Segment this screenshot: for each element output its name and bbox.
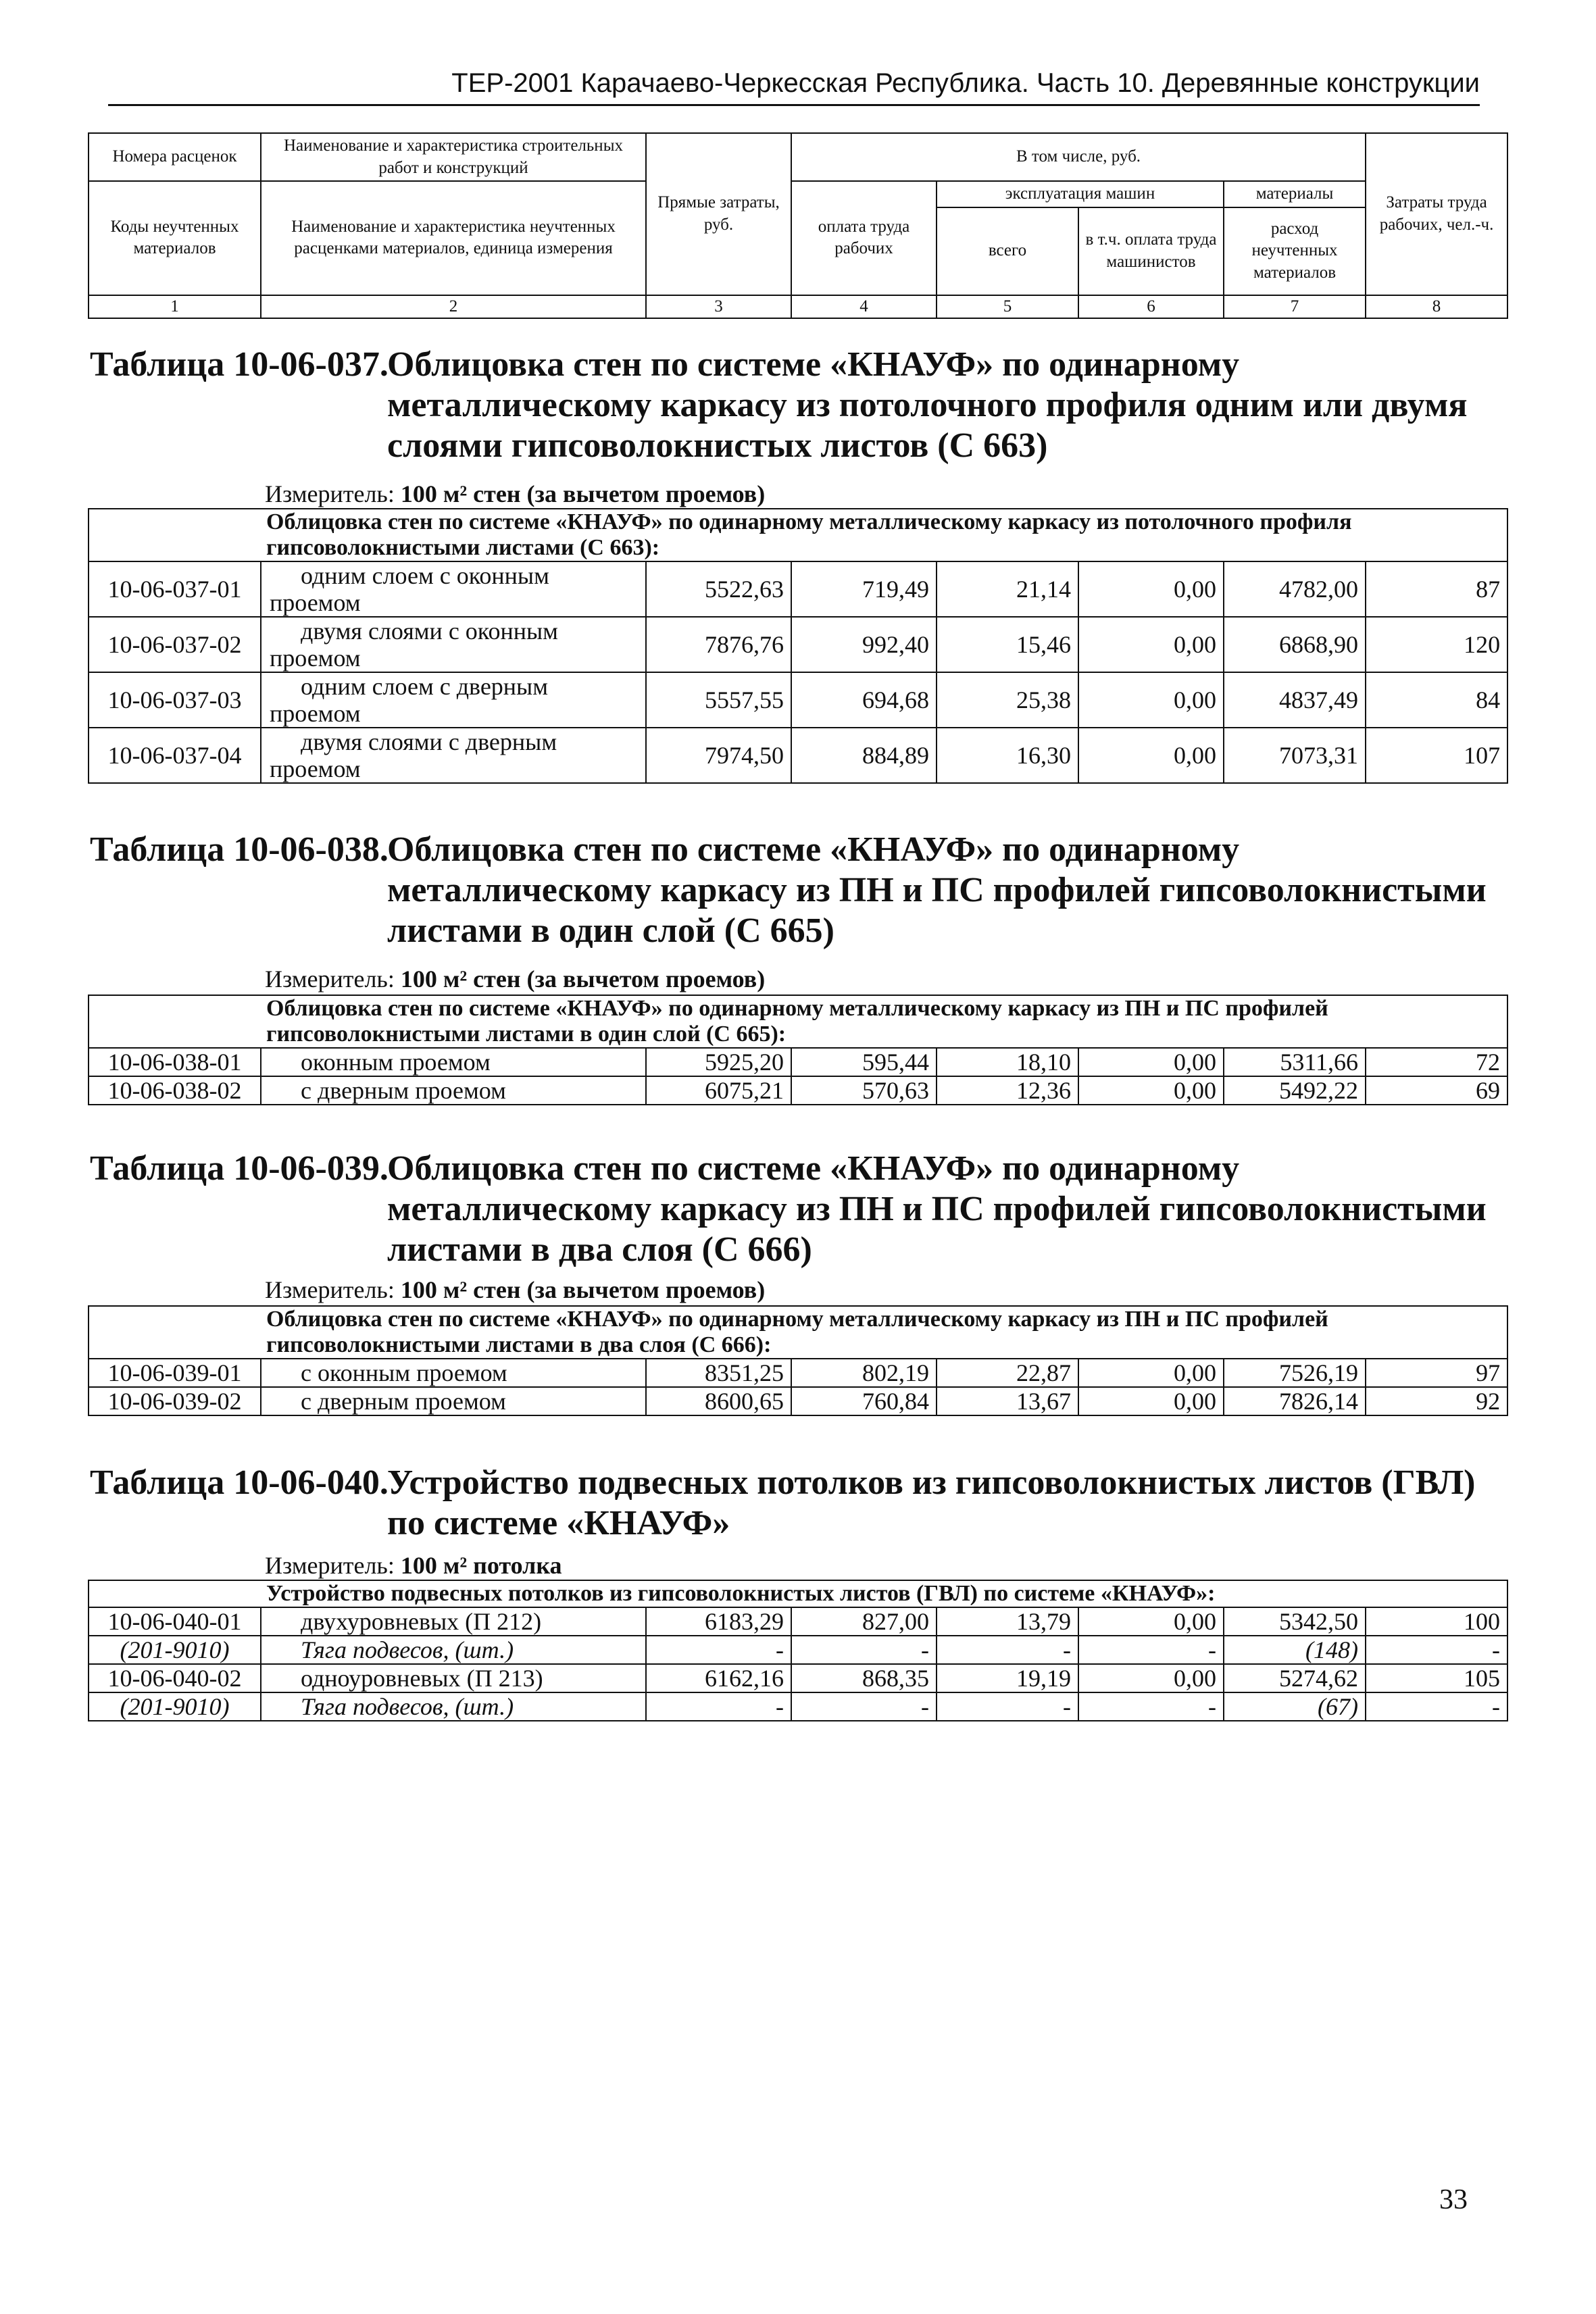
value-mach-labor: 0,00 xyxy=(1078,1048,1224,1076)
value-mach: - xyxy=(937,1636,1078,1664)
table-caption xyxy=(90,1149,1509,1284)
measurement-value: 100 м² стен (за вычетом проемов) xyxy=(400,965,766,992)
value-mach: 18,10 xyxy=(937,1048,1078,1076)
work-name xyxy=(261,1607,646,1636)
running-header: ТЕР-2001 Карачаево-Черкесская Республика. Часть 10. Деревянные конструкции xyxy=(108,62,1480,106)
rates-table xyxy=(88,995,1508,1105)
table-caption xyxy=(90,830,1509,965)
table-caption xyxy=(90,345,1509,480)
value-labor: 802,19 xyxy=(791,1359,937,1387)
col7-header: расход неучтенных материалов xyxy=(1224,207,1366,295)
value-mach: 22,87 xyxy=(937,1359,1078,1387)
value-mach: 19,19 xyxy=(937,1664,1078,1692)
included-header: В том числе, руб. xyxy=(791,133,1366,181)
measurement-label: Измеритель: xyxy=(265,1552,401,1579)
work-name-text: оконным проемом xyxy=(301,1049,491,1076)
value-mach-labor: 0,00 xyxy=(1078,1664,1224,1692)
rate-code: (201-9010) xyxy=(89,1692,261,1721)
group-row xyxy=(89,1580,1507,1607)
value-direct: 7974,50 xyxy=(646,728,791,783)
value-labor: 868,35 xyxy=(791,1664,937,1692)
col-number: 2 xyxy=(261,295,646,319)
rate-code: 10-06-040-02 xyxy=(89,1664,261,1692)
table-caption xyxy=(90,1463,1509,1553)
col-number: 3 xyxy=(646,295,791,319)
measurement-unit xyxy=(265,965,765,993)
value-labor: 719,49 xyxy=(791,561,937,617)
group-heading: Устройство подвесных потолков из гипсоволокнистых листов (ГВЛ) по системе «КНАУФ»: xyxy=(89,1580,1507,1607)
value-direct: - xyxy=(646,1692,791,1721)
col6-header: в т.ч. оплата труда машинистов xyxy=(1078,207,1224,295)
value-mat: (67) xyxy=(1224,1692,1366,1721)
rate-code: (201-9010) xyxy=(89,1636,261,1664)
table-title: Облицовка стен по системе «КНАУФ» по одинарному металлическому каркасу из потолочного профиля одним или двумя слоями гипсоволокнистых листов (С 663) xyxy=(387,345,1468,465)
work-name xyxy=(261,1692,646,1721)
value-mach-labor: - xyxy=(1078,1636,1224,1664)
machines-header: эксплуатация машин xyxy=(937,181,1224,207)
measurement-unit xyxy=(265,1276,765,1304)
rate-code: 10-06-037-04 xyxy=(89,728,261,783)
value-mach-labor: 0,00 xyxy=(1078,672,1224,728)
value-mach-labor: 0,00 xyxy=(1078,617,1224,672)
value-mat: 5274,62 xyxy=(1224,1664,1366,1692)
value-mat: 5342,50 xyxy=(1224,1607,1366,1636)
col4-header: оплата труда рабочих xyxy=(791,181,937,295)
value-hours: 97 xyxy=(1366,1359,1507,1387)
table-row xyxy=(89,672,1507,728)
value-mach-labor: 0,00 xyxy=(1078,1359,1224,1387)
table-title: Устройство подвесных потолков из гипсоволокнистых листов (ГВЛ) по системе «КНАУФ» xyxy=(387,1463,1476,1542)
measurement-label: Измеритель: xyxy=(265,1276,401,1303)
col-number: 8 xyxy=(1366,295,1507,319)
measurement-value: 100 м² стен (за вычетом проемов) xyxy=(400,480,766,507)
value-mach-labor: 0,00 xyxy=(1078,1607,1224,1636)
value-direct: 8351,25 xyxy=(646,1359,791,1387)
work-name xyxy=(261,1636,646,1664)
material-row xyxy=(89,1636,1507,1664)
value-mat: 5311,66 xyxy=(1224,1048,1366,1076)
measurement-unit xyxy=(265,1551,562,1580)
table-row xyxy=(89,1387,1507,1415)
table-row xyxy=(89,728,1507,783)
group-heading: Облицовка стен по системе «КНАУФ» по одинарному металлическому каркасу из ПН и ПС профилей гипсоволокнистыми листами в два слоя (С 666): xyxy=(89,1306,1507,1359)
value-labor: 595,44 xyxy=(791,1048,937,1076)
work-name-text: Тяга подвесов, (шт.) xyxy=(301,1693,514,1720)
value-hours: - xyxy=(1366,1636,1507,1664)
work-name-text: Тяга подвесов, (шт.) xyxy=(301,1636,514,1663)
value-mach-labor: 0,00 xyxy=(1078,728,1224,783)
rates-table xyxy=(88,508,1508,784)
value-mat: 6868,90 xyxy=(1224,617,1366,672)
col-number: 1 xyxy=(89,295,261,319)
col-number: 7 xyxy=(1224,295,1366,319)
work-name-text: одноуровневых (П 213) xyxy=(301,1665,543,1692)
table-row xyxy=(89,1048,1507,1076)
value-direct: 5557,55 xyxy=(646,672,791,728)
work-name xyxy=(261,728,646,783)
work-name-text: двумя слоями с дверным проемом xyxy=(270,728,557,782)
rate-code: 10-06-037-01 xyxy=(89,561,261,617)
work-name xyxy=(261,1076,646,1105)
value-mach: 12,36 xyxy=(937,1076,1078,1105)
value-hours: 107 xyxy=(1366,728,1507,783)
value-direct: 6075,21 xyxy=(646,1076,791,1105)
rate-code: 10-06-040-01 xyxy=(89,1607,261,1636)
value-labor: - xyxy=(791,1692,937,1721)
table-row xyxy=(89,617,1507,672)
rate-code: 10-06-037-03 xyxy=(89,672,261,728)
col-number: 5 xyxy=(937,295,1078,319)
work-name-text: с дверным проемом xyxy=(301,1388,506,1415)
work-name xyxy=(261,561,646,617)
value-mach-labor: 0,00 xyxy=(1078,561,1224,617)
col8-header: Затраты труда рабочих, чел.-ч. xyxy=(1366,133,1507,295)
table-title: Облицовка стен по системе «КНАУФ» по одинарному металлическому каркасу из ПН и ПС профилей гипсоволокнистыми листами в один слой (С 665) xyxy=(387,830,1487,950)
rate-code: 10-06-038-02 xyxy=(89,1076,261,1105)
value-direct: 6162,16 xyxy=(646,1664,791,1692)
value-labor: - xyxy=(791,1636,937,1664)
material-row xyxy=(89,1692,1507,1721)
work-name-text: с оконным проемом xyxy=(301,1359,507,1386)
measurement-value: 100 м² потолка xyxy=(400,1552,562,1579)
col2-bottom-header: Наименование и характеристика неучтенных расценками материалов, единица измерения xyxy=(261,181,646,295)
work-name xyxy=(261,1387,646,1415)
value-mach: 13,67 xyxy=(937,1387,1078,1415)
group-heading: Облицовка стен по системе «КНАУФ» по одинарному металлическому каркасу из ПН и ПС профилей гипсоволокнистыми листами в один слой (С 665): xyxy=(89,995,1507,1048)
measurement-unit xyxy=(265,480,765,508)
work-name-text: двухуровневых (П 212) xyxy=(301,1608,542,1635)
col1-top-header: Номера расценок xyxy=(89,133,261,181)
value-labor: 884,89 xyxy=(791,728,937,783)
value-labor: 694,68 xyxy=(791,672,937,728)
value-hours: 120 xyxy=(1366,617,1507,672)
value-hours: 87 xyxy=(1366,561,1507,617)
value-mach: 13,79 xyxy=(937,1607,1078,1636)
value-mat: 4782,00 xyxy=(1224,561,1366,617)
col-number: 4 xyxy=(791,295,937,319)
value-direct: 8600,65 xyxy=(646,1387,791,1415)
rates-table xyxy=(88,1305,1508,1416)
col3-header: Прямые затраты, руб. xyxy=(646,133,791,295)
measurement-label: Измеритель: xyxy=(265,480,401,507)
col1-bottom-header: Коды неучтенных материалов xyxy=(89,181,261,295)
value-mach: 15,46 xyxy=(937,617,1078,672)
rate-code: 10-06-037-02 xyxy=(89,617,261,672)
work-name xyxy=(261,1664,646,1692)
group-row xyxy=(89,509,1507,561)
value-direct: 6183,29 xyxy=(646,1607,791,1636)
value-hours: 72 xyxy=(1366,1048,1507,1076)
table-title: Облицовка стен по системе «КНАУФ» по одинарному металлическому каркасу из ПН и ПС профилей гипсоволокнистыми листами в два слоя (С 666) xyxy=(387,1149,1487,1269)
work-name-text: двумя слоями с оконным проемом xyxy=(270,618,558,672)
work-name xyxy=(261,1359,646,1387)
value-mat: (148) xyxy=(1224,1636,1366,1664)
value-labor: 992,40 xyxy=(791,617,937,672)
work-name-text: одним слоем с дверным проемом xyxy=(270,673,549,727)
col2-top-header: Наименование и характеристика строительных работ и конструкций xyxy=(261,133,646,181)
table-row xyxy=(89,1664,1507,1692)
table-row xyxy=(89,1359,1507,1387)
value-labor: 570,63 xyxy=(791,1076,937,1105)
value-direct: 5522,63 xyxy=(646,561,791,617)
materials-header: материалы xyxy=(1224,181,1366,207)
page-number: 33 xyxy=(1439,2184,1468,2215)
value-hours: 92 xyxy=(1366,1387,1507,1415)
work-name-text: с дверным проемом xyxy=(301,1077,506,1104)
value-mat: 7073,31 xyxy=(1224,728,1366,783)
table-row xyxy=(89,561,1507,617)
value-mach: 25,38 xyxy=(937,672,1078,728)
value-direct: - xyxy=(646,1636,791,1664)
work-name xyxy=(261,617,646,672)
col5-header: всего xyxy=(937,207,1078,295)
rate-code: 10-06-039-02 xyxy=(89,1387,261,1415)
value-mach: - xyxy=(937,1692,1078,1721)
value-hours: 100 xyxy=(1366,1607,1507,1636)
value-mach-labor: - xyxy=(1078,1692,1224,1721)
value-hours: 84 xyxy=(1366,672,1507,728)
group-row xyxy=(89,1306,1507,1359)
value-mach: 21,14 xyxy=(937,561,1078,617)
table-row xyxy=(89,1076,1507,1105)
value-labor: 760,84 xyxy=(791,1387,937,1415)
rates-table xyxy=(88,1580,1508,1721)
value-hours: - xyxy=(1366,1692,1507,1721)
table-number: Таблица 10-06-040. xyxy=(90,1463,389,1502)
measurement-value: 100 м² стен (за вычетом проемов) xyxy=(400,1276,766,1303)
work-name xyxy=(261,672,646,728)
group-heading: Облицовка стен по системе «КНАУФ» по одинарному металлическому каркасу из потолочного профиля гипсоволокнистыми листами (С 663): xyxy=(89,509,1507,561)
value-mat: 5492,22 xyxy=(1224,1076,1366,1105)
measurement-label: Измеритель: xyxy=(265,965,401,992)
work-name-text: одним слоем с оконным проемом xyxy=(270,562,549,616)
value-mat: 4837,49 xyxy=(1224,672,1366,728)
table-number: Таблица 10-06-039. xyxy=(90,1149,389,1188)
table-number: Таблица 10-06-038. xyxy=(90,830,389,869)
rate-code: 10-06-039-01 xyxy=(89,1359,261,1387)
value-mach: 16,30 xyxy=(937,728,1078,783)
table-row xyxy=(89,1607,1507,1636)
value-mach-labor: 0,00 xyxy=(1078,1076,1224,1105)
group-row xyxy=(89,995,1507,1048)
value-hours: 69 xyxy=(1366,1076,1507,1105)
rate-code: 10-06-038-01 xyxy=(89,1048,261,1076)
column-header-table xyxy=(88,132,1508,319)
work-name xyxy=(261,1048,646,1076)
value-labor: 827,00 xyxy=(791,1607,937,1636)
value-hours: 105 xyxy=(1366,1664,1507,1692)
value-mat: 7526,19 xyxy=(1224,1359,1366,1387)
value-mach-labor: 0,00 xyxy=(1078,1387,1224,1415)
value-direct: 7876,76 xyxy=(646,617,791,672)
value-direct: 5925,20 xyxy=(646,1048,791,1076)
table-number: Таблица 10-06-037. xyxy=(90,345,389,384)
col-number: 6 xyxy=(1078,295,1224,319)
value-mat: 7826,14 xyxy=(1224,1387,1366,1415)
